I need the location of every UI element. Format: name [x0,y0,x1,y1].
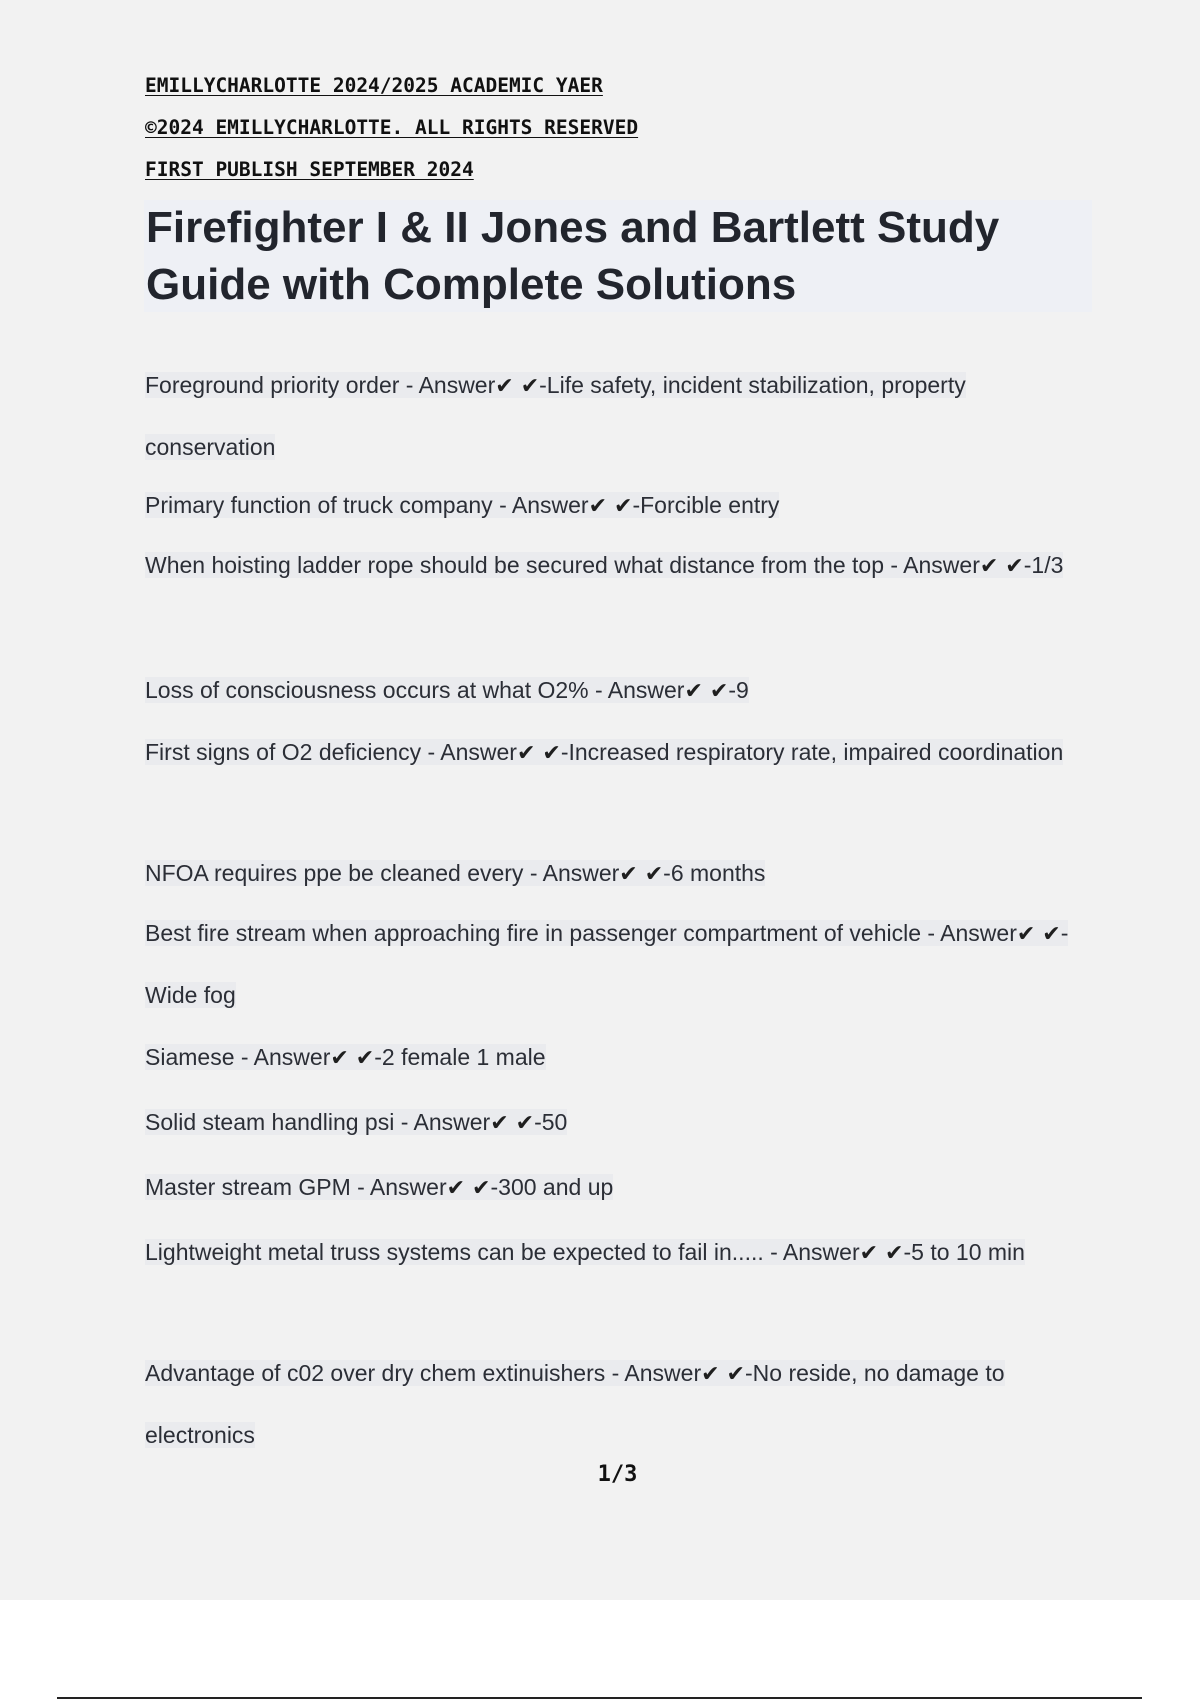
double-check-icon: ✔ ✔ [1016,922,1061,947]
qa-item [145,1343,1085,1466]
header-publish-date: FIRST PUBLISH SEPTEMBER 2024 [145,158,474,181]
qa-item [145,1222,1085,1284]
qa-item [145,843,1085,905]
qa-answer: -2 female 1 male [374,1044,546,1070]
qa-answer: -1/3 [1023,552,1064,578]
double-check-icon: ✔ ✔ [859,1241,904,1266]
qa-item [145,903,1085,1026]
qa-answer: -Life safety, incident stabilization, property conservation [145,372,966,460]
qa-item [145,1027,1085,1089]
qa-question: Loss of consciousness occurs at what O2% - Answer [145,677,685,703]
double-check-icon: ✔ ✔ [490,1111,535,1136]
qa-question: Advantage of c02 over dry chem extinuishers - Answer [145,1360,702,1386]
header-copyright: ©2024 EMILLYCHARLOTTE. ALL RIGHTS RESERVED [145,116,639,139]
qa-question: Lightweight metal truss systems can be expected to fail in..... - Answer [145,1239,860,1265]
page-number: 1/3 [597,1462,638,1487]
qa-item [145,475,1085,537]
double-check-icon: ✔ ✔ [588,494,633,519]
header-academic-year: EMILLYCHARLOTTE 2024/2025 ACADEMIC YAER [145,74,603,97]
bottom-divider [57,1697,1142,1699]
qa-question: Primary function of truck company - Answer [145,492,589,518]
double-check-icon: ✔ ✔ [516,741,561,766]
qa-answer: -300 and up [490,1174,614,1200]
double-check-icon: ✔ ✔ [619,862,664,887]
qa-question: NFOA requires ppe be cleaned every - Answer [145,860,620,886]
double-check-icon: ✔ ✔ [684,679,729,704]
qa-answer: -9 [728,677,749,703]
double-check-icon: ✔ ✔ [495,374,540,399]
double-check-icon: ✔ ✔ [701,1362,745,1387]
qa-question: Siamese - Answer [145,1044,331,1070]
qa-item [145,535,1085,597]
qa-answer: -Wide fog [145,920,1069,1008]
qa-item [145,660,1085,722]
qa-item [145,722,1085,784]
qa-question: Solid steam handling psi - Answer [145,1109,491,1135]
double-check-icon: ✔ ✔ [330,1046,375,1071]
qa-answer: -50 [534,1109,568,1135]
qa-question: Best fire stream when approaching fire in passenger compartment of vehicle - Answer [145,920,1017,946]
qa-question: When hoisting ladder rope should be secured what distance from the top - Answer [145,552,980,578]
qa-answer: -Forcible entry [632,492,780,518]
qa-answer: -5 to 10 min [903,1239,1025,1265]
qa-answer: -Increased respiratory rate, impaired coordination [560,739,1064,765]
page-title: Firefighter I & II Jones and Bartlett Study Guide with Complete Solutions [146,203,1000,309]
double-check-icon: ✔ ✔ [979,554,1024,579]
double-check-icon: ✔ ✔ [446,1176,491,1201]
qa-question: Master stream GPM - Answer [145,1174,447,1200]
qa-item [145,1157,1085,1219]
qa-item [145,1092,1085,1154]
qa-answer: -6 months [663,860,766,886]
qa-item [145,355,1085,478]
qa-answer: -No reside, no damage to electronics [145,1360,1005,1448]
qa-question: First signs of O2 deficiency - Answer [145,739,517,765]
qa-question: Foreground priority order - Answer [145,372,496,398]
